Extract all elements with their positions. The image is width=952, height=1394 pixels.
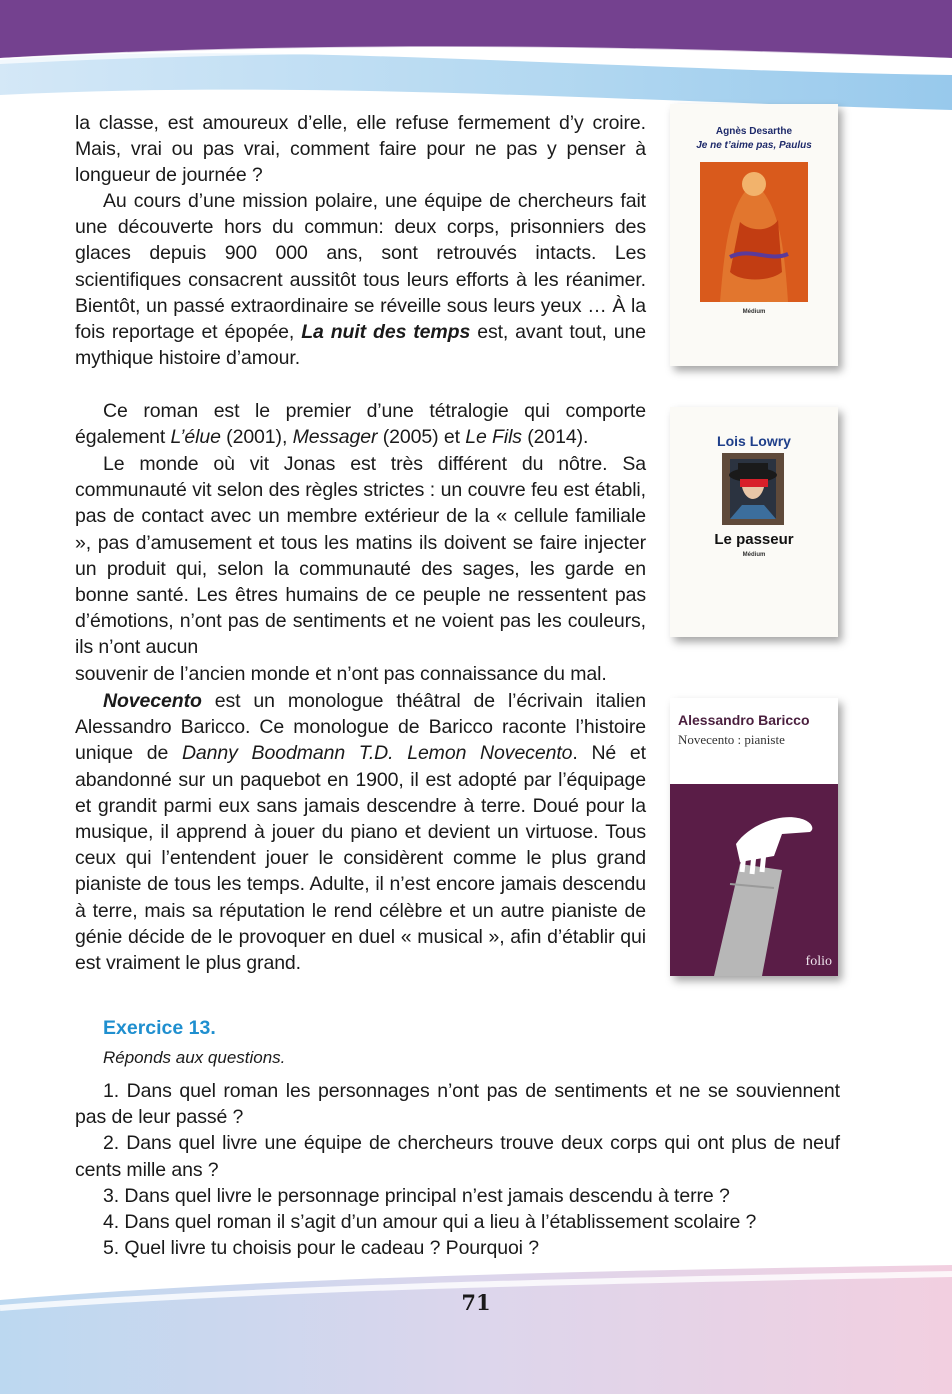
book-title-novecento: Novecento (103, 690, 202, 712)
book-title-messager: Messager (292, 426, 378, 449)
cover-illustration (670, 784, 838, 976)
book-title-danny-boodmann: Danny Boodmann T.D. Lemon Novecento (181, 742, 573, 765)
cover-author: Agnès Desarthe (715, 126, 793, 137)
cover-publisher: folio (805, 954, 832, 969)
book-cover-le-passeur (670, 407, 838, 637)
paragraph-3-text-mid2: (2005) et (377, 426, 466, 449)
question-1: 1. Dans quel roman les personnages n’ont pas de sentiments et ne se souviennent pas de leur passé ? (75, 1080, 840, 1129)
paragraph-5-text-before: est un monologue théâtral de l’écrivain italien Alessandro Baricco. Ce monologue de Baricco raconte l’histoire unique de (75, 690, 646, 765)
cover-publisher: Médium (742, 309, 766, 315)
paragraph-3 (75, 398, 646, 450)
book-title-la-nuit-des-temps: La nuit des temps (301, 321, 471, 344)
cover-author: Lois Lowry (717, 433, 791, 449)
question-3: 3. Dans quel livre le personnage principal n’est jamais descendu à terre ? (103, 1184, 730, 1207)
book-title-l-elue: L’élue (170, 426, 221, 449)
paragraph-5-text-after: . Né et abandonné sur un paquebot en 1900, il est adopté par l’équipage et grandit parmi eux sans jamais descendre à terre. Doué pour la musique, il apprend à jouer du piano et devient un virtuose. Tous ceux qui l’entendent jouer le considèrent comme le plus grand pianiste de tous les temps. Adulte, il n’est encore jamais descendu à terre, mais sa réputation le rend célèbre et un autre pianiste de génie décide de le provoquer en duel « musical », afin d’établir qui est vraiment le plus grand. (75, 742, 646, 975)
book-cover-novecento-pianiste (670, 698, 838, 976)
question-5: 5. Quel livre tu choisis pour le cadeau ? Pourquoi ? (103, 1237, 539, 1260)
footer-wave-band (0, 1260, 952, 1394)
paragraph-4: Le monde où vit Jonas est très différent du nôtre. Sa communauté vit selon des règles strictes : un couvre feu est établi, pas de contact avec un membre extérieur de la « cellule familiale », pas d’amusement et tous les matins ils doivent se faire injecter un produit qui, selon la communauté des sages, les garde en bonne santé. Les êtres humains de ce peuple ne ressentent pas d’émotions, n’ont pas de sentiments et ne voient pas les couleurs, ils n’ont aucun (75, 453, 646, 659)
header-wave-band (0, 0, 952, 110)
cover-author: Alessandro Baricco (678, 712, 810, 728)
question-list (75, 1078, 840, 1261)
page-number: 71 (461, 1290, 491, 1315)
exercise-instruction: Réponds aux questions. (103, 1048, 286, 1067)
paragraph-4-end: souvenir de l’ancien monde et n’ont pas connaissance du mal. (75, 663, 607, 685)
book-title-le-fils: Le Fils (465, 426, 522, 449)
paragraph-5 (75, 688, 646, 976)
cover-title: Je ne t’aime pas, Paulus (696, 140, 812, 151)
cover-illustration (722, 453, 784, 525)
cover-publisher: Médium (742, 552, 766, 558)
book-cover-je-ne-taime-pas-paulus (670, 104, 838, 366)
question-2: 2. Dans quel livre une équipe de chercheurs trouve deux corps qui ont plus de neuf cents mille ans ? (75, 1132, 840, 1181)
question-4: 4. Dans quel roman il s’agit d’un amour qui a lieu à l’établissement scolaire ? (103, 1211, 757, 1234)
paragraph-2 (75, 188, 646, 371)
paragraph-3-text-after: (2014). (521, 426, 589, 449)
exercise-title: Exercice 13. (103, 1017, 216, 1039)
paragraph-1: la classe, est amoureux d’elle, elle refuse fermement d’y croire. Mais, vrai ou pas vrai, comment faire pour ne pas y penser à longueur de journée ? (75, 112, 646, 187)
paragraph-2-text-after: est, avant tout, une mythique histoire d’amour. (75, 321, 646, 370)
cover-title: Novecento : pianiste (678, 732, 785, 747)
cover-illustration (700, 162, 808, 362)
paragraph-3-text-mid1: (2001), (220, 426, 293, 449)
paragraph-3-text-before: Ce roman est le premier d’une tétralogie qui comporte également (75, 400, 646, 449)
cover-title: Le passeur (714, 531, 794, 548)
paragraph-2-text-before: Au cours d’une mission polaire, une équipe de chercheurs fait une découverte hors du commun: deux corps, prisonniers des glaces depuis 900 000 ans, sont retrouvés intacts. Les scientifiques consacrent aussitôt tous leurs efforts à les réanimer. Bientôt, un passé extraordinaire se réveille sous leurs yeux … À la fois reportage et épopée, (75, 190, 646, 344)
